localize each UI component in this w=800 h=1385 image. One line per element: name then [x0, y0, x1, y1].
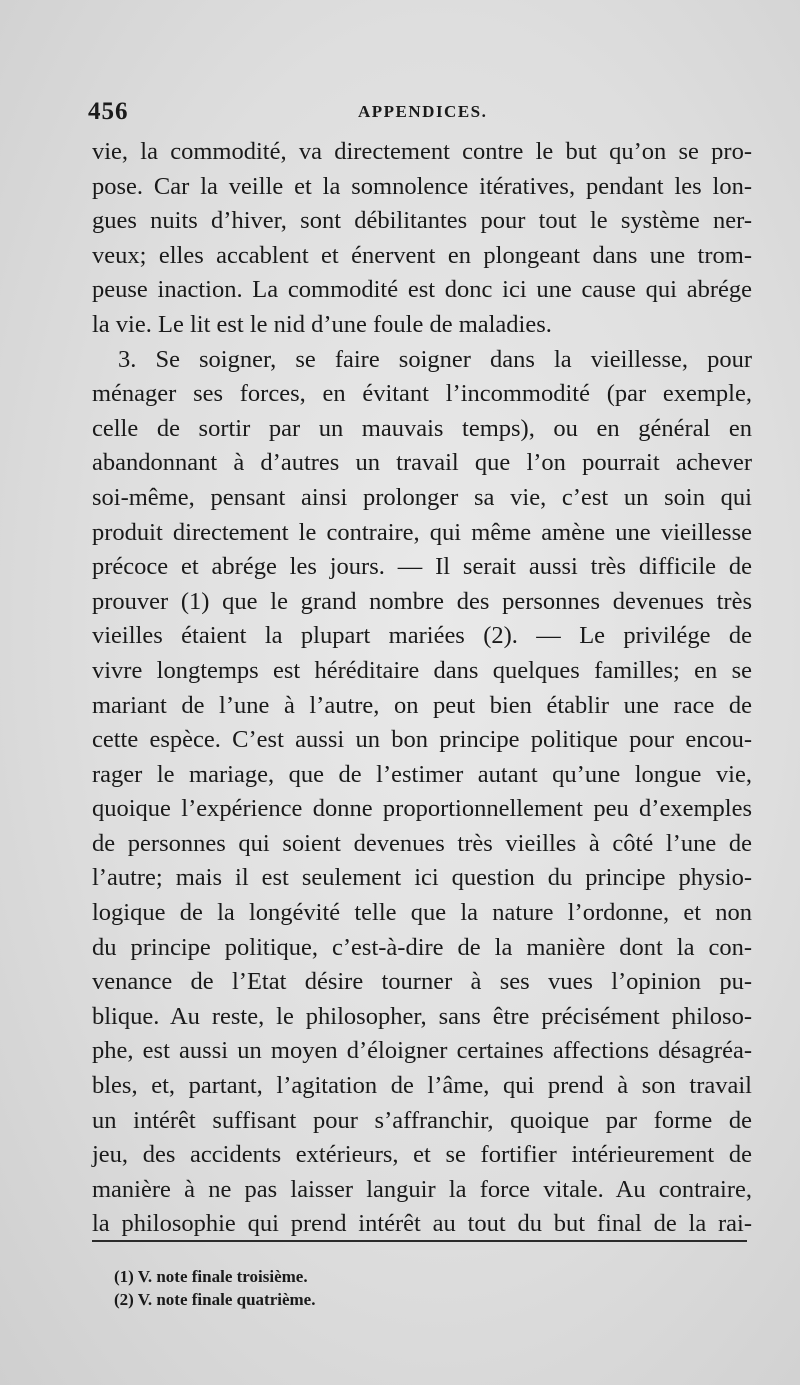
text-line: un intérêt suffisant pour s’affranchir, quoique par forme de [92, 1106, 752, 1134]
text-line: blique. Au reste, le philosopher, sans être précisément philoso- [92, 1002, 752, 1030]
text-line: ménager ses forces, en évitant l’incommodité (par exemple, [92, 380, 752, 408]
text-line: bles, et, partant, l’agitation de l’âme, qui prend à son travail [92, 1072, 752, 1100]
page-header [88, 98, 756, 128]
text-line: abandonnant à d’autres un travail que l’on pourrait achever [92, 449, 752, 477]
text-line: logique de la longévité telle que la nature l’ordonne, et non [92, 899, 752, 927]
text-line: gues nuits d’hiver, sont débilitantes pour tout le système ner- [92, 207, 752, 235]
text-line: vivre longtemps est héréditaire dans quelques familles; en se [92, 656, 752, 684]
text-line: venance de l’Etat désire tourner à ses vues l’opinion pu- [92, 968, 752, 996]
text-line: pose. Car la veille et la somnolence itératives, pendant les lon- [92, 172, 752, 200]
footnotes [114, 1265, 714, 1311]
text-line: la philosophie qui prend intérêt au tout du but final de la rai- [92, 1210, 752, 1238]
text-line: quoique l’expérience donne proportionnellement peu d’exemples [92, 795, 752, 823]
text-line: l’autre; mais il est seulement ici question du principe physio- [92, 864, 752, 892]
text-line: vieilles étaient la plupart mariées (2). — Le privilége de [92, 622, 752, 650]
footnote-divider [92, 1240, 747, 1242]
text-line: du principe politique, c’est-à-dire de la manière dont la con- [92, 933, 752, 961]
text-line: la vie. Le lit est le nid d’une foule de maladies. [92, 310, 552, 338]
text-line: veux; elles accablent et énervent en plongeant dans une trom- [92, 241, 752, 269]
text-line: phe, est aussi un moyen d’éloigner certaines affections désagréa- [92, 1037, 752, 1065]
footnote: (1) V. note finale troisième. [114, 1267, 308, 1286]
text-line: soi-même, pensant ainsi prolonger sa vie, c’est un soin qui [92, 483, 752, 511]
page-number: 456 [88, 98, 129, 125]
text-line: peuse inaction. La commodité est donc ici une cause qui abrége [92, 276, 752, 304]
text-line: vie, la commodité, va directement contre le but qu’on se pro- [92, 138, 752, 165]
text-line: 3. Se soigner, se faire soigner dans la vieillesse, pour [118, 345, 752, 373]
text-line: produit directement le contraire, qui même amène une vieillesse [92, 518, 752, 546]
running-title: APPENDICES. [358, 102, 488, 121]
text-line: mariant de l’une à l’autre, on peut bien établir une race de [92, 691, 752, 719]
text-line: jeu, des accidents extérieurs, et se fortifier intérieurement de [92, 1141, 752, 1169]
body-text [92, 135, 752, 1242]
text-line: précoce et abrége les jours. — Il serait aussi très difficile de [92, 553, 752, 581]
text-line: de personnes qui soient devenues très vieilles à côté l’une de [92, 829, 752, 857]
text-line: rager le mariage, que de l’estimer autant qu’une longue vie, [92, 760, 752, 788]
text-line: cette espèce. C’est aussi un bon principe politique pour encou- [92, 726, 752, 754]
footnote: (2) V. note finale quatrième. [114, 1290, 316, 1309]
text-line: manière à ne pas laisser languir la force vitale. Au contraire, [92, 1175, 752, 1203]
text-line: prouver (1) que le grand nombre des personnes devenues très [92, 587, 752, 615]
text-line: celle de sortir par un mauvais temps), ou en général en [92, 414, 752, 442]
